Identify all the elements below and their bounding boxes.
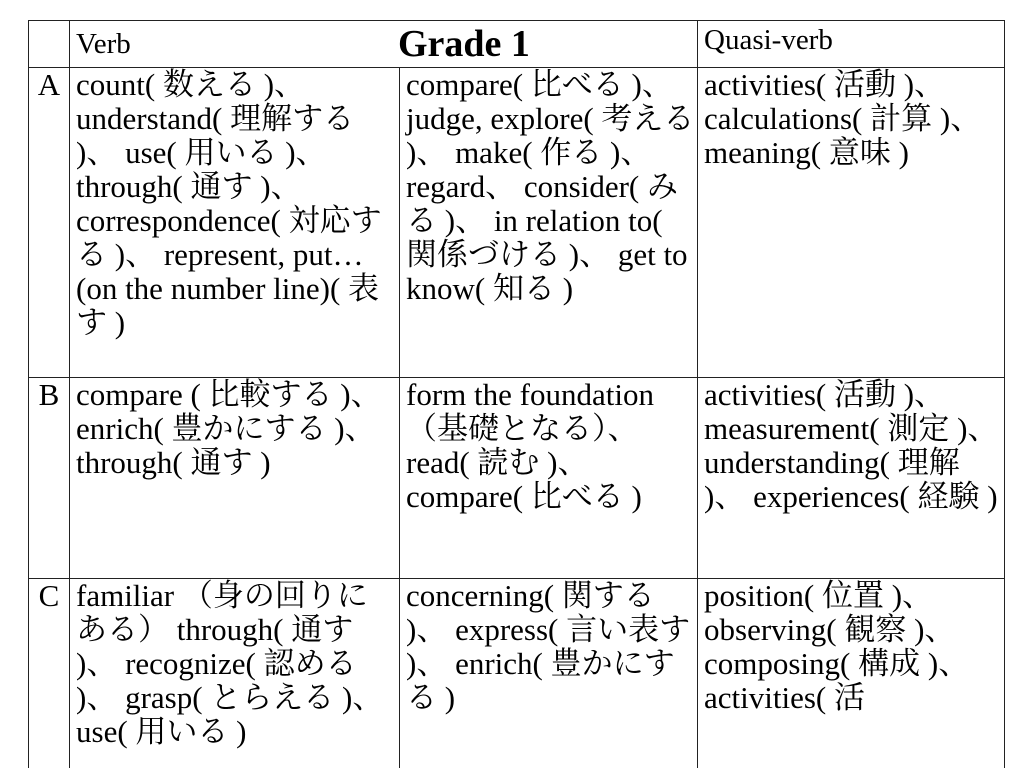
verb-cell-b-2 [400,378,698,579]
verb-cell-c-2 [400,579,698,768]
quasi-verb-cell-a [698,68,1005,378]
corner-cell [29,21,70,68]
verb-cell-a-1 [70,68,400,378]
quasi-verb-column-label: Quasi-verb [698,21,1005,68]
row-label-c: C [29,579,70,768]
table-row-b [29,378,1005,579]
header-row [29,21,1005,68]
verb-cell-a-2 [400,68,698,378]
row-label-b: B [29,378,70,579]
quasi-verb-text-c: position( 位置 )、 observing( 観察 )、 composing( 構成 )、 activities( 活 [704,578,970,715]
verb-column-label: Verb [76,28,131,60]
verb-cell-c-1 [70,579,400,768]
quasi-verb-text-a: activities( 活動 )、 calculations( 計算 )、 meaning( 意味 ) [704,67,982,170]
table-row-c [29,579,1005,768]
verb-text-b-2: form the foundation （基礎となる）、 read( 読む )、 compare( 比べる ) [406,377,654,514]
quasi-verb-cell-c [698,579,1005,768]
row-label-a: A [29,68,70,378]
verb-text-a-1: count( 数える )、 understand( 理解する )、 use( 用いる )、 through( 通す )、 correspondence( 対応する )、 represent, put…(on the number line)( 表す ) [76,67,382,340]
verb-cell-b-1 [70,378,400,579]
verb-header-cell [70,21,698,68]
grade-title: Grade 1 [398,23,530,65]
quasi-verb-text-b: activities( 活動 )、 measurement( 測定 )、 understanding( 理解 )、 experiences( 経験 ) [704,377,999,514]
verb-text-b-1: compare ( 比較する )、 enrich( 豊かにする )、 through( 通す ) [76,377,382,480]
grade-verb-table [28,20,1005,768]
verb-text-c-2: concerning( 関する )、 express( 言い表す )、 enrich( 豊かにする ) [406,578,691,715]
quasi-verb-cell-b [698,378,1005,579]
verb-text-a-2: compare( 比べる )、 judge, explore( 考える )、 make( 作る )、 regard、 consider( みる )、 in relation to( 関係づける )、 get to know( 知る ) [406,67,695,306]
verb-text-c-1: familiar （身の回りにある） through( 通す )、 recognize( 認める )、 grasp( とらえる )、 use( 用いる ) [76,578,384,749]
table-row-a [29,68,1005,378]
